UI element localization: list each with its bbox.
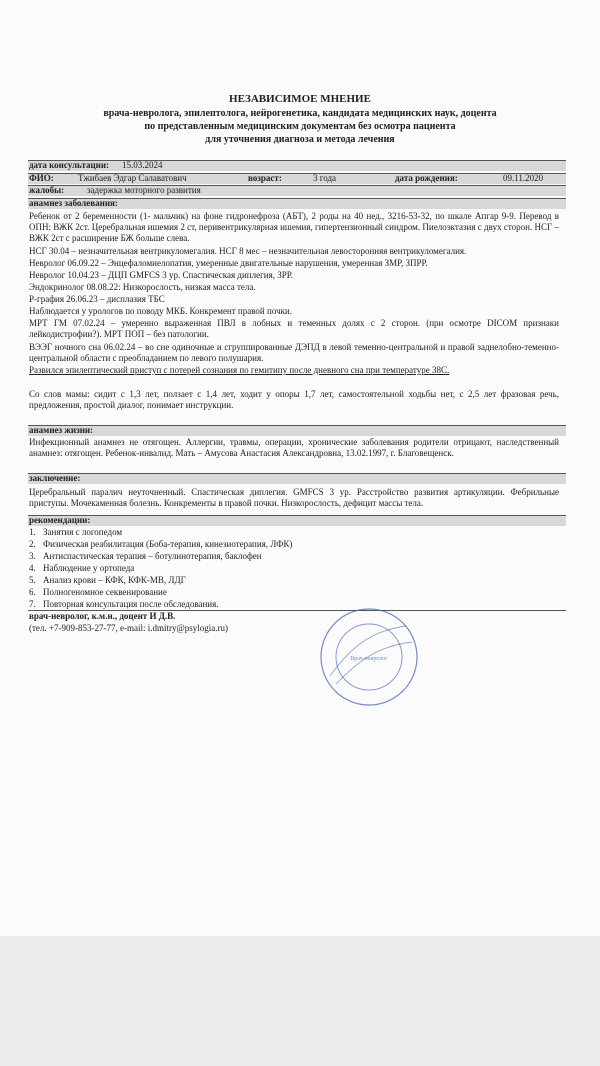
fio-label: ФИО: — [29, 173, 54, 183]
stamp-text: Врач-невролог — [350, 656, 388, 662]
anamnesis-paragraph-8: МРТ ГМ 07.02.24 – умеренно выраженная ПВЛ в лобных и теменных долях с 2 сторон. (при осмотре DICOM признаки лейкодистрофии?). МРТ ПОП – без патологии. — [29, 318, 559, 339]
anamnesis-paragraph-11: Со слов мамы: сидит с 1,3 лет, ползает с 1,4 лет, ходит у опоры 1,7 лет, самостоятельной ходьбы нет, с 2,5 лет фразовая речь, предложения, простой диалог, понимает инструкции. — [29, 389, 559, 410]
doctor-signature: врач-невролог, к.м.н., доцент И Д.В. — [29, 611, 176, 621]
recommendation-item — [29, 599, 219, 610]
stamp-icon — [318, 606, 420, 708]
doctor-contacts: (тел. +7-909-853-27-77, e-mail: i.dmitry@psylogia.ru) — [29, 623, 228, 633]
recommendation-number: 2. — [29, 539, 36, 549]
life-heading-band — [28, 425, 566, 436]
consult-date-value: 15.03.2024 — [122, 160, 163, 170]
recommendation-item — [29, 539, 292, 550]
recommendation-item — [29, 563, 134, 574]
recommendation-number: 4. — [29, 563, 36, 573]
complaints-value: задержка моторного развития — [87, 185, 201, 195]
fio-value: Тжибаев Эдгар Салаватович — [78, 173, 187, 183]
recommendation-text: Наблюдение у ортопеда — [43, 563, 135, 573]
recommendation-text: Повторная консультация после обследования. — [43, 599, 219, 609]
complaints-label: жалобы: — [29, 185, 65, 195]
document-title: НЕЗАВИСИМОЕ МНЕНИЕ — [229, 93, 371, 105]
recommendation-number: 1. — [29, 527, 36, 537]
recommendation-number: 6. — [29, 587, 36, 597]
anamnesis-paragraph-10: Развился эпилептический приступ с потерей сознания по гемитипу после дневного сна при температуре 38С. — [29, 365, 450, 375]
recommendations-heading-band — [28, 515, 566, 526]
dob-value: 09.11.2020 — [503, 173, 544, 183]
anamnesis-paragraph-1: Ребенок от 2 беременности (1- мальчик) на фоне гидронефроза (АБТ), 2 роды на 40 нед., 3216-53-32, по шкале Апгар 9-9. Перевод в ОПН: ВЖК 2ст. Церебральная ишемия 2 ст, перивентрикулярная ишемия, гипертензионный синдром. Пиелоэктазия с двух сторон. НСГ – ВЖК 2ст с расширение БЖ больше слева. — [29, 211, 559, 243]
anamnesis-paragraph-4: Невролог 10.04.23 – ДЦП GMFCS 3 ур. Спастическая диплегия, ЗРР. — [29, 270, 293, 280]
life-text: Инфекционный анамнез не отягощен. Аллергии, травмы, операции, хронические заболевания родители отрицают, наследственный анамнез: отягощен. Ребенок-инвалид. Мать – Амусова Анастасия Александровна, 13.02.1997, г. Благовещенск. — [29, 437, 559, 458]
anamnesis-paragraph-9: ВЭЭГ ночного сна 06.02.24 – во сне одиночные и сгруппированные ДЭПД в левой теменно-центральной и правой заднелобно-теменно-центральной области с преобладанием по левого полушария. — [29, 342, 559, 363]
subtitle-line-2: по представленным медицинским документам без осмотра пациента — [144, 121, 456, 132]
dob-label: дата рождения: — [395, 173, 458, 183]
age-value: 3 года — [313, 173, 337, 183]
recommendation-number: 5. — [29, 575, 36, 585]
consult-date-label: дата консультации: — [29, 160, 110, 170]
anamnesis-paragraph-2: НСГ 30.04 – незначительная вентрикуломегалия. НСГ 8 мес – незначительная левосторонняя вентрикуломегалия. — [29, 246, 467, 256]
recommendation-text: Физическая реабилитация (Боба-терапия, кинезиотерапия, ЛФК) — [43, 539, 293, 549]
recommendation-text: Антиспастическая терапия – ботулинотерапия, баклофен — [43, 551, 262, 561]
recommendation-text: Полногеномное секвенирование — [43, 587, 167, 597]
anamnesis-paragraph-3: Невролог 06.09.22 – Энцефаломиелопатия, умеренные двигательные нарушения, умеренная ЗМР, ЗПРР. — [29, 258, 428, 268]
age-label: возраст: — [248, 173, 282, 183]
anamnesis-paragraph-5: Эндокринолог 08.08.22: Низкорослость, низкая масса тела. — [29, 282, 256, 292]
subtitle-line-3: для уточнения диагноза и метода лечения — [205, 134, 395, 145]
life-heading: анамнез жизни: — [29, 425, 94, 435]
recommendation-number: 7. — [29, 599, 36, 609]
anamnesis-paragraph-7: Наблюдается у урологов по поводу МКБ. Конкремент правой почки. — [29, 306, 293, 316]
recommendation-item — [29, 551, 262, 562]
conclusion-heading: заключение: — [29, 473, 81, 483]
anamnesis-paragraph-6: Р-графия 26.06.23 – дисплазия ТБС — [29, 294, 165, 304]
subtitle-line-1: врача-невролога, эпилептолога, нейрогенетика, кандидата медицинских наук, доцента — [103, 108, 497, 119]
recommendation-item — [29, 587, 167, 598]
conclusion-text: Церебральный паралич неуточненный. Спастическая диплегия. GMFCS 3 ур. Расстройство развития артикуляции. Фебрильные приступы. Мочекаменная болезнь. Конкременты в правой почки. Низкорослость, дефицит массы тела. — [29, 487, 559, 508]
recommendation-number: 3. — [29, 551, 36, 561]
recommendation-text: Занятия с логопедом — [43, 527, 123, 537]
recommendation-text: Анализ крови – КФК, КФК-МВ, ЛДГ — [43, 575, 186, 585]
anamnesis-heading: анамнез заболевания: — [29, 198, 118, 208]
recommendation-item — [29, 575, 186, 586]
recommendations-heading: рекомендации: — [29, 515, 91, 525]
recommendation-item — [29, 527, 122, 538]
conclusion-heading-band — [28, 473, 566, 484]
